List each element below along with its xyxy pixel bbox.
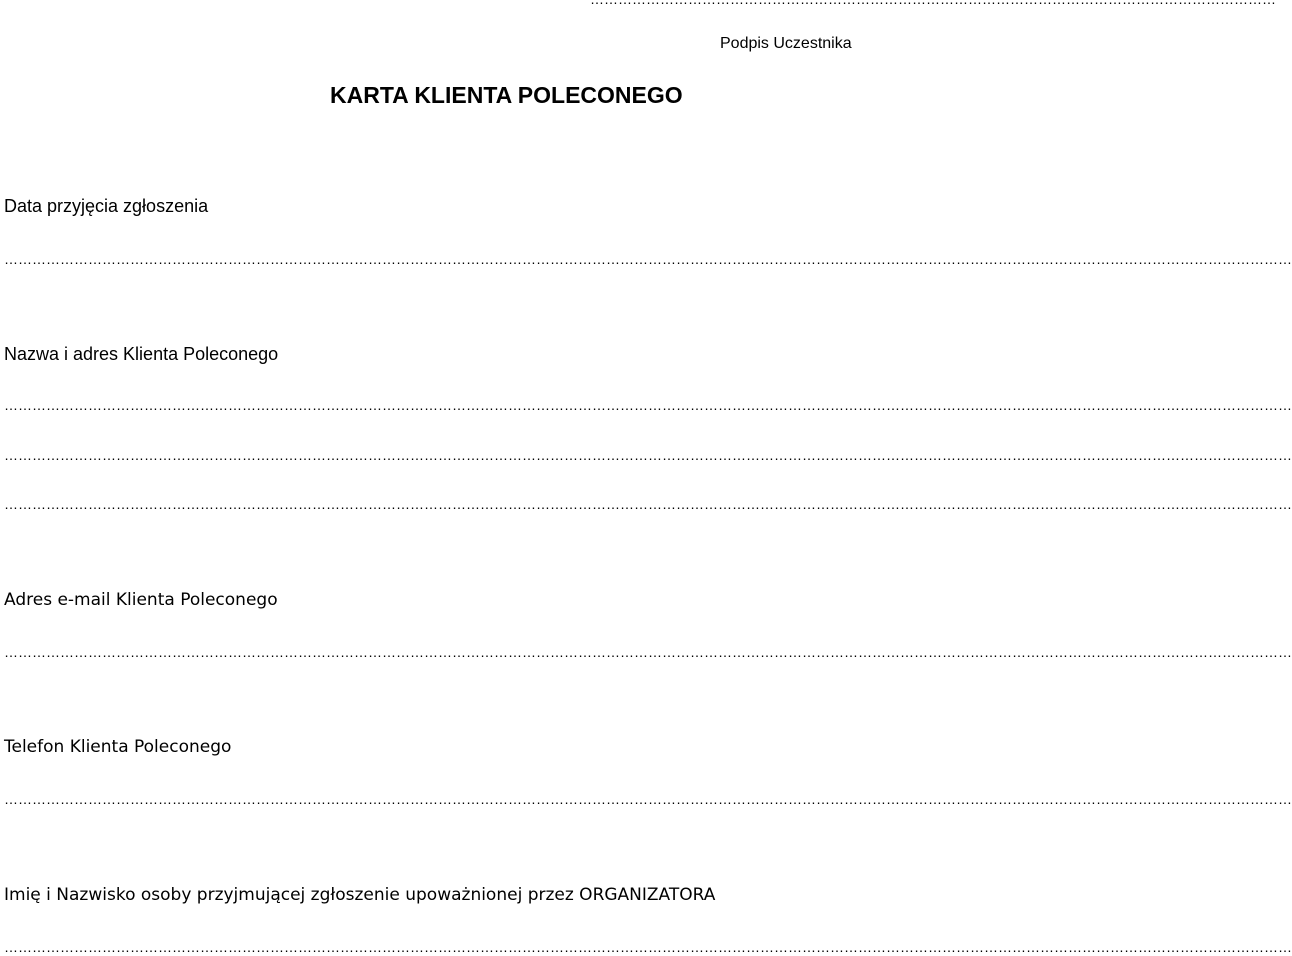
name-address-line-3: …………………………………………………………………………………………………………………………………………………………………………………………………………………………………………………… xyxy=(4,496,1292,512)
receiver-label: Imię i Nazwisko osoby przyjmującej zgłoszenie upoważnionej przez ORGANIZATORA xyxy=(4,885,716,905)
email-label: Adres e-mail Klienta Poleconego xyxy=(4,590,278,610)
receiver-field-line: …………………………………………………………………………………………………………………………………………………………………………………………………………………………………………………… xyxy=(4,939,1292,955)
phone-label: Telefon Klienta Poleconego xyxy=(4,737,232,757)
phone-field-line: …………………………………………………………………………………………………………………………………………………………………………………………………………………………………………………… xyxy=(4,791,1292,807)
name-address-line-1: …………………………………………………………………………………………………………………………………………………………………………………………………………………………………………………… xyxy=(4,397,1292,413)
date-label: Data przyjęcia zgłoszenia xyxy=(4,196,209,216)
name-address-label: Nazwa i adres Klienta Poleconego xyxy=(4,344,279,364)
signature-line xyxy=(590,0,960,6)
email-field-line: …………………………………………………………………………………………………………………………………………………………………………………………………………………………………………………… xyxy=(4,644,1292,660)
page-title: KARTA KLIENTA POLECONEGO xyxy=(330,82,683,108)
date-field-line: …………………………………………………………………………………………………………………………………………………………………………………………………………………………………………………… xyxy=(4,251,1292,267)
name-address-line-2: …………………………………………………………………………………………………………………………………………………………………………………………………………………………………………………… xyxy=(4,447,1292,463)
signature-label: Podpis Uczestnika xyxy=(720,35,852,52)
